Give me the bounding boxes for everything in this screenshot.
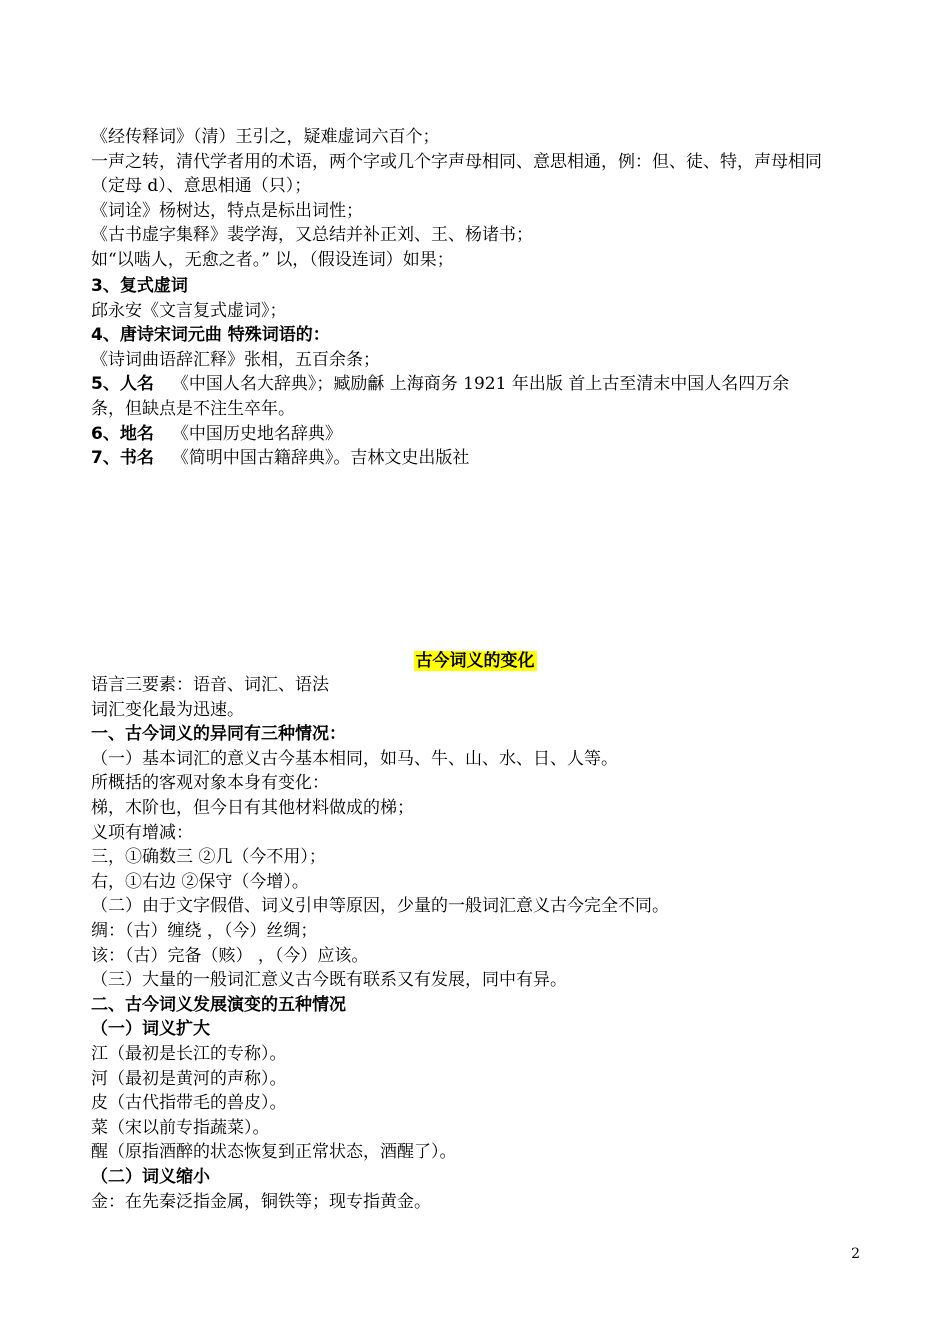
text-line: 词汇变化最为迅速。 <box>91 699 244 720</box>
text-line: 梯，木阶也，但今日有其他材料做成的梯； <box>91 798 414 818</box>
text-line: （二）由于文字假借、词义引申等原因，少量的一般词汇意义古今完全不同。 <box>91 896 669 917</box>
reference-line <box>91 397 295 421</box>
text-line: 皮（古代指带毛的兽皮）。 <box>91 1093 287 1114</box>
text-line: 如“以啮人，无愈之者。” 以，（假设连词）如果； <box>91 250 454 270</box>
reference-line <box>91 446 469 470</box>
text-line: 菜（宋以前专指蔬菜）。 <box>91 1117 270 1138</box>
text-line: 所概括的客观对象本身有变化： <box>91 773 329 794</box>
page-number: 2 <box>851 1246 860 1262</box>
text-line: 《古书虚字集释》裴学海，又总结并补正刘、王、杨诸书； <box>91 225 533 246</box>
heading-line: （二）词义缩小 <box>91 1167 210 1187</box>
text-line: 醒（原指酒醉的状态恢复到正常状态，酒醒了）。 <box>91 1142 457 1163</box>
text-line: 一声之转，清代学者用的术语，两个字或几个字声母相同、意思相通，例：但、徒、特，声母相同 <box>91 151 822 172</box>
highlighted-title: 古今词义的变化 <box>415 651 535 671</box>
reference-text: 《中国人名大辞典》；臧励龢 上海商务 1921 年出版 首上古至清末中国人名四万余 <box>171 374 790 395</box>
text-line: 《词诠》杨树达，特点是标出词性； <box>91 200 363 221</box>
reference-line <box>91 372 789 396</box>
text-line: （三）大量的一般词汇意义古今既有联系又有发展，同中有异。 <box>91 970 567 991</box>
reference-line <box>91 422 342 446</box>
section-title <box>0 649 950 673</box>
text-line: 江（最初是长江的专称）。 <box>91 1044 287 1064</box>
text-line: 绸：（古）缠绕 ，（今）丝绸； <box>91 921 318 941</box>
reference-text: 《简明中国古籍辞典》。吉林文史出版社 <box>171 448 470 469</box>
reference-text: 《诗词曲语辞汇释》张相，五百余条； <box>91 349 380 370</box>
text-line: 《经传释词》（清）王引之，疑难虚词六百个； <box>91 127 440 147</box>
reference-line <box>91 299 287 323</box>
reference-heading: 5、人名 <box>91 374 154 395</box>
reference-line <box>91 348 380 372</box>
reference-heading: 3、复式虚词 <box>91 276 188 296</box>
text-line: 金：在先秦泛指金属，铜铁等；现专指黄金。 <box>91 1191 431 1212</box>
reference-text: 条，但缺点是不注生卒年。 <box>91 399 295 419</box>
reference-text: 邱永安《文言复式虚词》； <box>91 300 287 321</box>
text-line: （一）基本词汇的意义古今基本相同，如马、牛、山、水、日、人等。 <box>91 748 618 769</box>
text-line: 义项有增减： <box>91 822 193 843</box>
reference-line <box>91 274 188 298</box>
reference-heading: 4、唐诗宋词元曲 特殊词语的： <box>91 325 330 346</box>
heading-line: （一）词义扩大 <box>91 1019 210 1040</box>
text-line: 该：（古）完备（赅） ，（今）应该。 <box>91 945 369 966</box>
heading-line: 一、古今词义的异同有三种情况： <box>91 724 346 745</box>
reference-line <box>91 323 330 347</box>
text-line: （定母 d）、意思相通（只）； <box>91 176 312 197</box>
text-line: 河（最初是黄河的声称）。 <box>91 1068 287 1089</box>
reference-text: 《中国历史地名辞典》 <box>171 423 342 444</box>
text-line: 三，①确数三 ②几（今不用）； <box>91 847 326 868</box>
heading-line: 二、古今词义发展演变的五种情况 <box>91 994 346 1015</box>
text-line: 右，①右边 ②保守（今增）。 <box>91 871 309 892</box>
text-line: 语言三要素：语音、词汇、语法 <box>91 675 329 695</box>
reference-heading: 7、书名 <box>91 448 154 469</box>
reference-heading: 6、地名 <box>91 423 154 444</box>
